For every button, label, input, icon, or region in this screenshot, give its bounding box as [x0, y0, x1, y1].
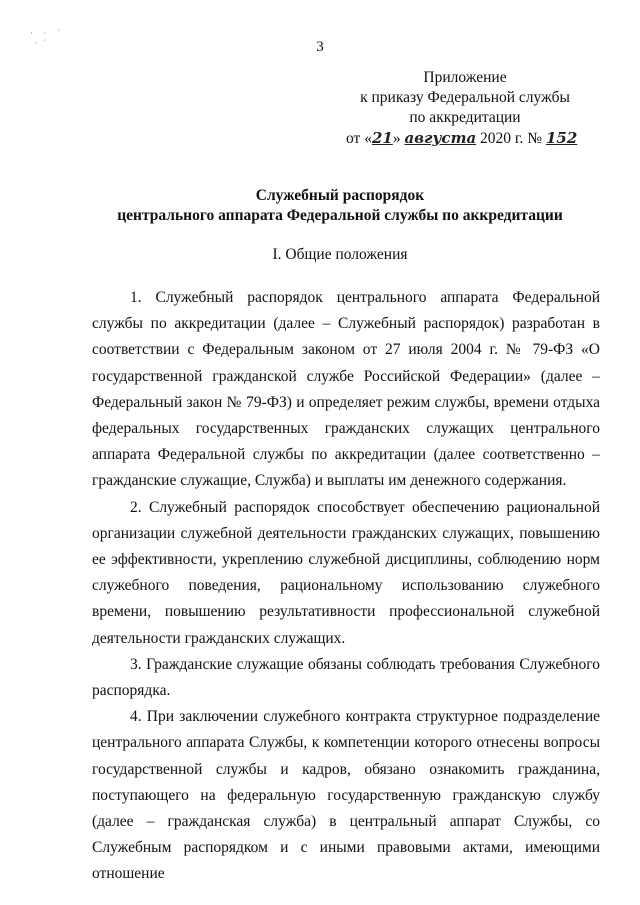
title-line-2: центрального аппарата Федеральной службы по аккредитации — [117, 207, 563, 224]
handwritten-order-number: 152 — [545, 129, 578, 147]
appendix-block — [330, 68, 600, 149]
paragraph-2: 2. Служебный распорядок способствует обеспечению рациональной организации служебной деятельности гражданских служащих, повышению ее эффективности, укреплению служебной дисциплины, соблюдению норм служебного поведения, рациональному использованию служебного времени, повышению результативности профессиональной служебной деятельности гражданских служащих. — [92, 498, 600, 647]
appendix-agency: по аккредитации — [409, 109, 521, 126]
section-heading: I. Общие положения — [272, 246, 408, 263]
document-title — [60, 186, 620, 226]
date-year-number-label: 2020 г. № — [476, 130, 546, 147]
handwritten-month: августа — [404, 129, 477, 147]
scan-marks: · · ´ · ´ — [30, 28, 62, 48]
date-prefix: от « — [346, 130, 372, 147]
appendix-order-ref: к приказу Федеральной службы — [360, 89, 570, 106]
handwritten-day: 21 — [371, 129, 393, 147]
body-text — [92, 285, 600, 888]
title-line-1: Служебный распорядок — [255, 187, 425, 204]
page-number: 3 — [316, 39, 324, 55]
paragraph-4: 4. При заключении служебного контракта структурное подразделение центрального аппарата Службы, к компетенции которого отнесены вопросы государственной службы и кадров, обязано ознакомить гражданина, поступающего на федеральную государственную гражданскую службу (далее – гражданская служба) в центральный аппарат Службы, со Служебным распорядком и с иными правовыми актами, имеющими отношение — [92, 708, 600, 883]
date-mid: » — [392, 130, 405, 147]
paragraph-3: 3. Гражданские служащие обязаны соблюдать требования Служебного распорядка. — [92, 655, 600, 700]
appendix-date-line — [330, 128, 600, 149]
paragraph-1: 1. Служебный распорядок центрального аппарата Федеральной службы по аккредитации (далее – Служебный распорядок) разработан в соответствии с Федеральным законом от 27 июля 2004 г. № 79-ФЗ «О государственной гражданской службе Российской Федерации» (далее – Федеральный закон № 79-ФЗ) и определяет режим службы, времени отдыха федеральных государственных гражданских служащих центрального аппарата Федеральной службы по аккредитации (далее соответственно – гражданские служащие, Служба) и выплаты им денежного содержания. — [92, 289, 600, 490]
appendix-label: Приложение — [423, 69, 507, 86]
